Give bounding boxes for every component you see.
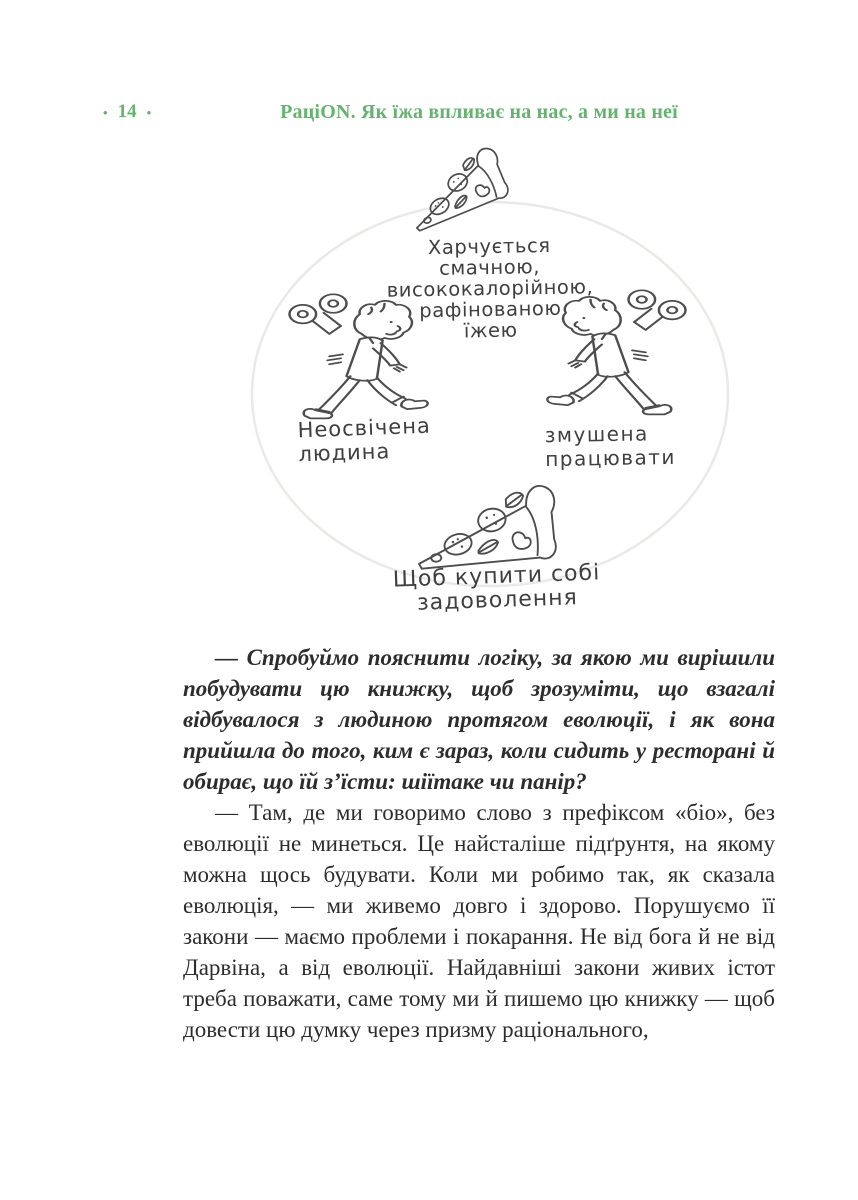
- label-forced-to-work: змушена працювати: [544, 421, 677, 472]
- label-uneducated-person: Неосвічена людина: [297, 413, 432, 467]
- running-title: РаціON. Як їжа впливає на нас, а ми на неї: [280, 101, 678, 123]
- dialogue-paragraph-italic: — Спробуймо пояснити логіку, за якою ми вирішили побудувати цю книжку, щоб зрозуміти, що взагалі відбувалося з людиною протягом еволюції, і як вона прийшла до того, ким є зараз, коли сидить у ресторані й обирає, що їй з’їсти: шіїтаке чи панір?: [183, 645, 775, 794]
- pizza-slice-icon: [415, 485, 557, 569]
- page-number-value: 14: [117, 101, 137, 122]
- bullet-icon: •: [103, 104, 108, 120]
- label-buy-pleasure: Щоб купити собі задоволення: [392, 560, 601, 616]
- page-header: [0, 101, 858, 127]
- page-number: [103, 101, 151, 123]
- pizza-slice-icon: [399, 146, 511, 231]
- label-top-feeds: Харчується смачною, висококалорійною, рафінованою їжею: [386, 233, 594, 343]
- cycle-illustration: [225, 146, 755, 638]
- dialogue-paragraph: — Там, де ми говоримо слово з префіксом «біо», без еволюції не минеться. Це найсталіше підґрунтя, на якому можна щось будувати. Коли ми робимо так, як сказала еволюція, — ми живемо довго і здорово. Порушуємо її закони — маємо проблеми і покарання. Не від бога й не від Дарвіна, а від еволюції. Найдавніші закони живих істот треба поважати, саме тому ми й пишемо цю книжку — щоб довести цю думку через призму раціонального,: [183, 800, 775, 1042]
- bullet-icon: •: [146, 104, 152, 120]
- page-body: [183, 642, 775, 1045]
